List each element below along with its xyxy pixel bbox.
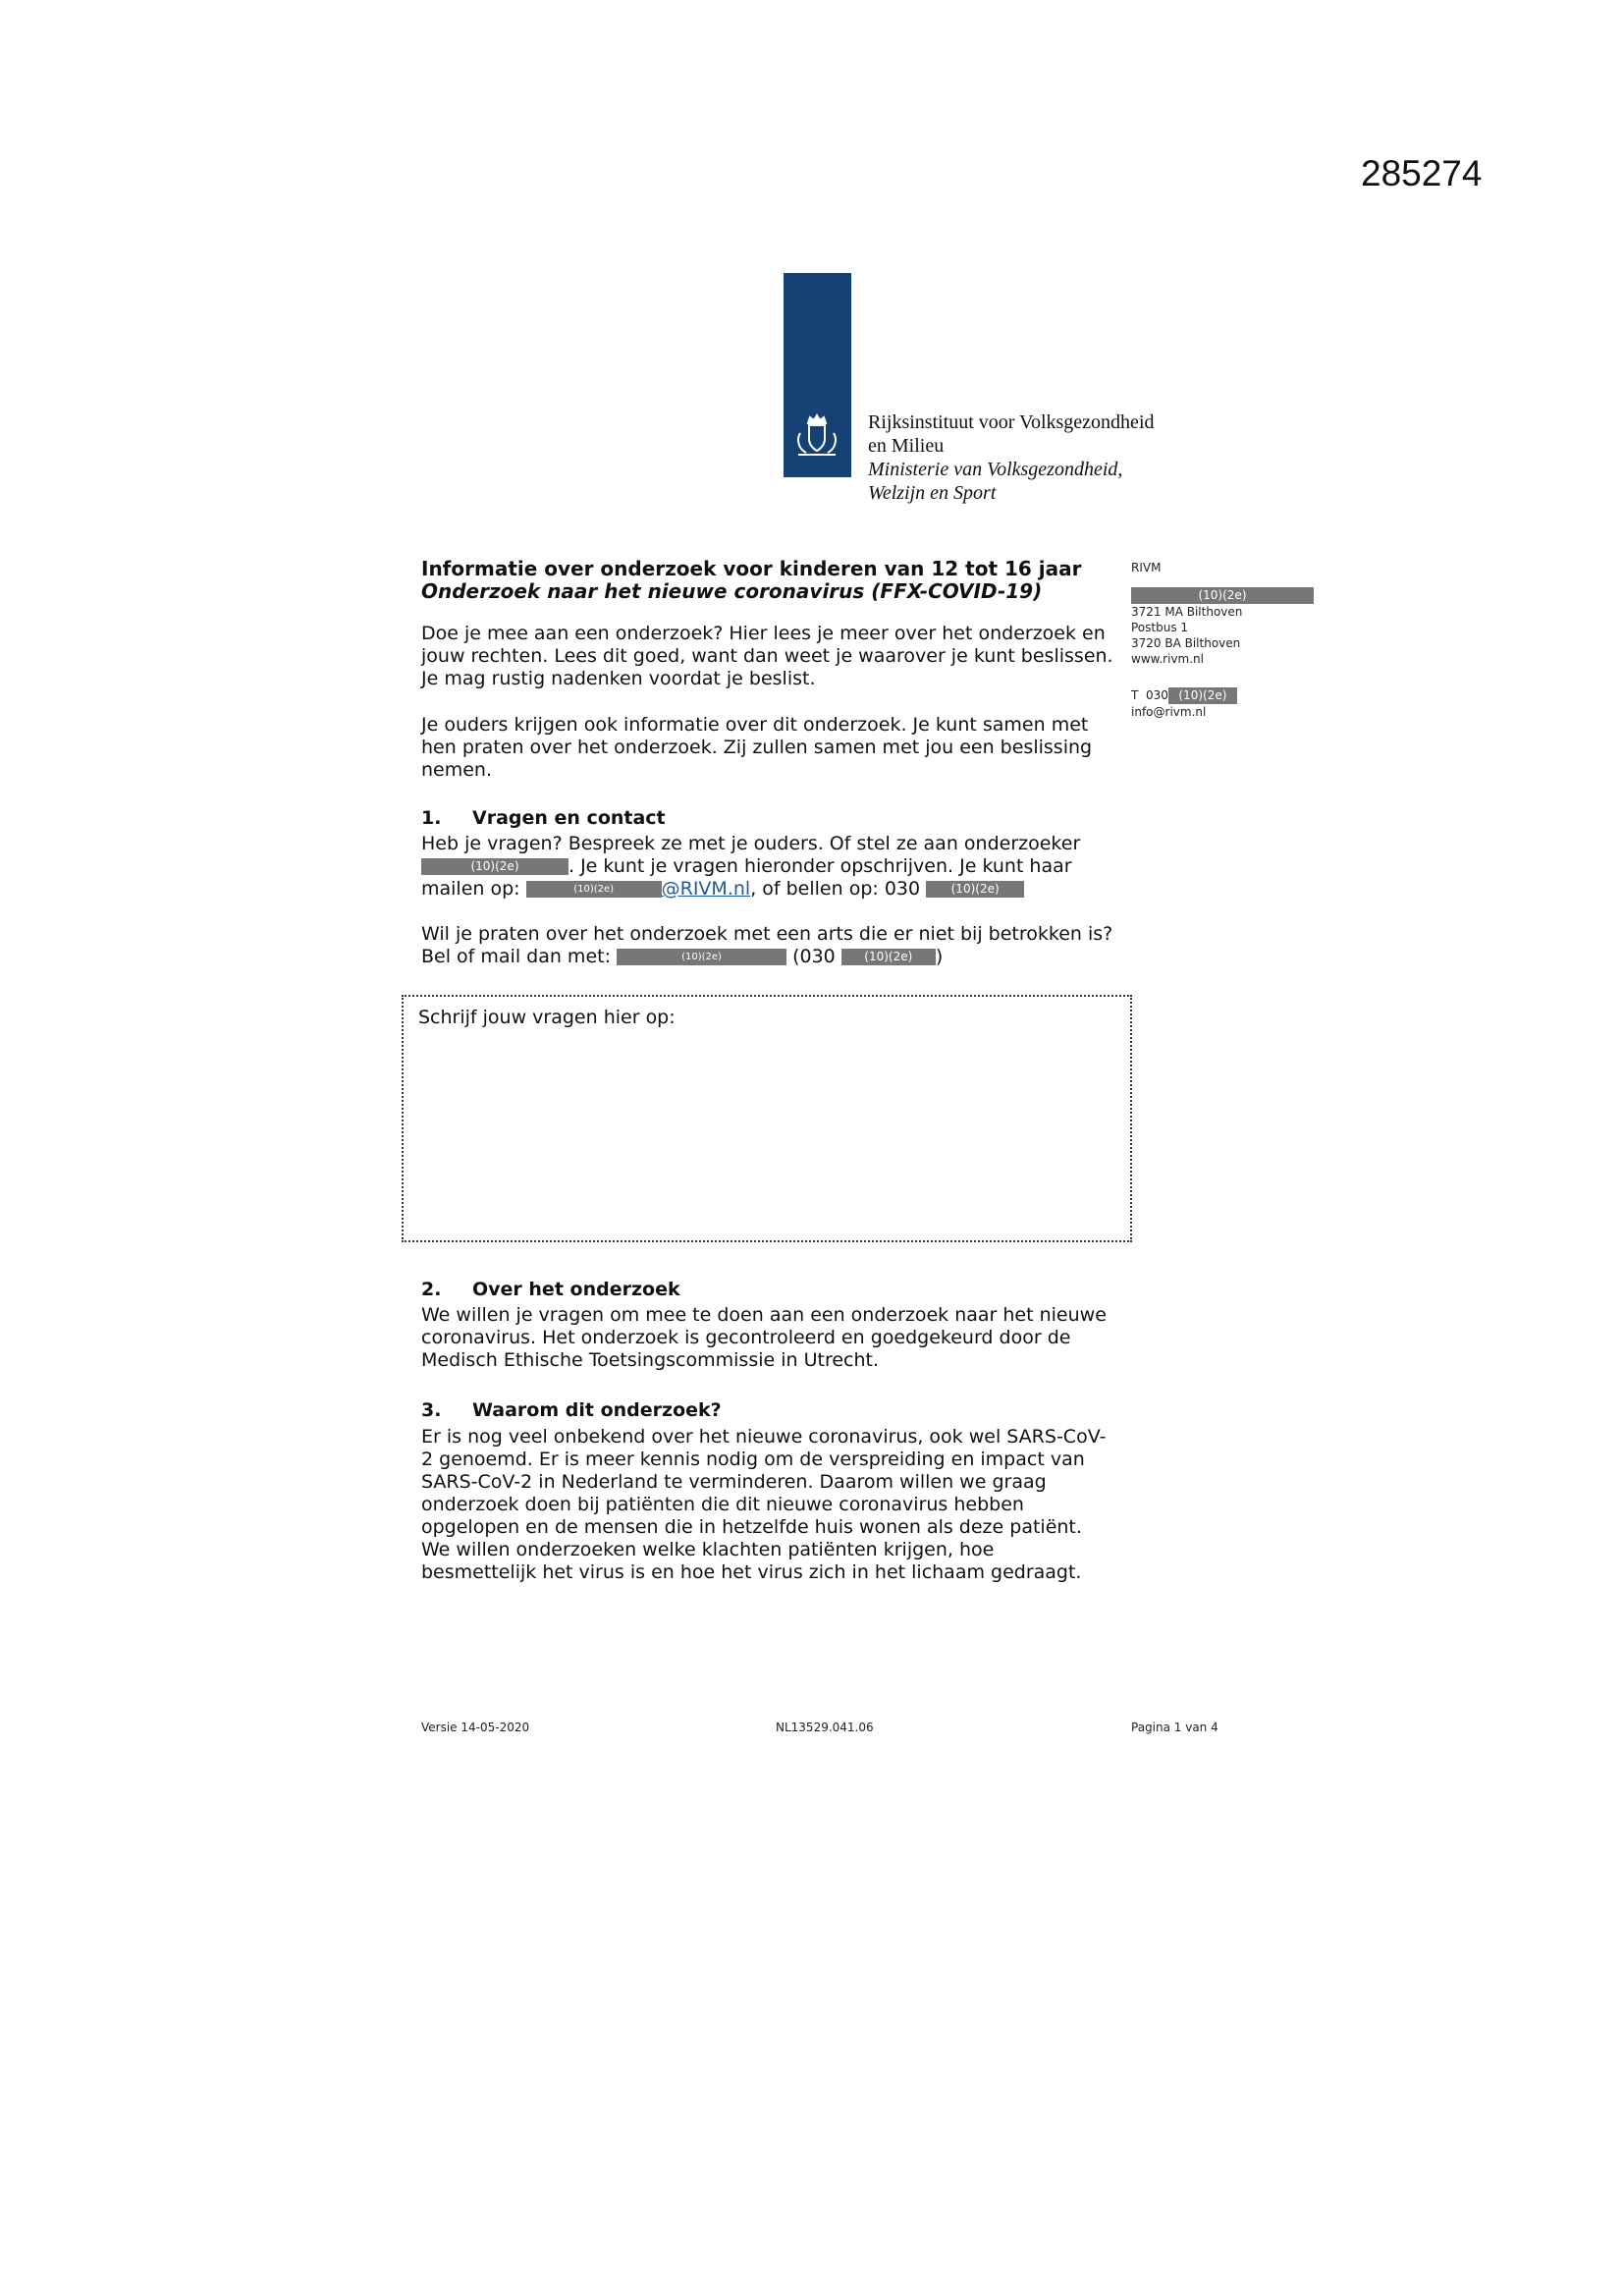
section-1-heading [421, 807, 1114, 830]
section-2-number: 2. [421, 1279, 442, 1300]
intro-paragraph-2: Je ouders krijgen ook informatie over dit onderzoek. Je kunt samen met hen praten over het onderzoek. Zij zullen samen met jou een beslissing nemen. [421, 714, 1093, 781]
sidebar-website[interactable]: www.rivm.nl [1131, 652, 1204, 666]
redaction-sidebar-phone: (10)(2e) [1168, 687, 1237, 704]
redaction-doctor: (10)(2e) [617, 949, 786, 965]
sidebar-address-2: Postbus 1 [1131, 621, 1189, 634]
document-title [421, 558, 1114, 603]
questions-box-label: Schrijf jouw vragen hier op: [418, 1007, 676, 1028]
redaction-sidebar: (10)(2e) [1131, 587, 1314, 604]
section-3-text: Er is nog veel onbekend over het nieuwe coronavirus, ook wel SARS-CoV-2 genoemd. Er is meer kennis nodig om de verspreiding en impact van SARS-CoV-2 in Nederland te verminderen. Daarom willen we graag onderzoek doen bij patiënten die dit nieuwe coronavirus hebben opgelopen en de mensen die in hetzelfde huis wonen als deze patiënt. We willen onderzoeken welke klachten patiënten krijgen, hoe besmettelijk het virus is en hoe het virus zich in het lichaam gedraagt. [421, 1426, 1107, 1583]
footer-page: Pagina 1 van 4 [1131, 1721, 1218, 1734]
sidebar-org: RIVM [1131, 561, 1162, 574]
redaction-researcher: (10)(2e) [421, 858, 568, 875]
org-line-3: Ministerie van Volksgezondheid, [868, 459, 1123, 480]
sidebar-email[interactable]: info@rivm.nl [1131, 705, 1207, 719]
sidebar-phone: T 030 (10)(2e) [1131, 687, 1237, 704]
questions-box[interactable] [402, 995, 1132, 1242]
section-2-text: We willen je vragen om mee te doen aan een onderzoek naar het nieuwe coronavirus. Het onderzoek is gecontroleerd en goedgekeurd door de Medisch Ethische Toetsingscommissie in Utrecht. [421, 1304, 1107, 1371]
sidebar-address-1: 3721 MA Bilthoven [1131, 605, 1243, 619]
section-3-number: 3. [421, 1399, 442, 1421]
section-1-contact-text [421, 833, 1114, 901]
organization-name [868, 410, 1155, 505]
contact-line-3: mailen op: (10)(2e) @RIVM.nl, of bellen op: 030 (10)(2e) [421, 878, 1114, 901]
section-1-number: 1. [421, 807, 442, 829]
title-line-2: Onderzoek naar het nieuwe coronavirus (FFX-COVID-19) [421, 579, 1043, 603]
document-number: 285274 [1361, 153, 1483, 193]
sidebar-contact [1131, 687, 1237, 720]
redaction-email: (10)(2e) [526, 881, 662, 898]
section-1-doctor-text [421, 923, 1114, 968]
footer-version: Versie 14-05-2020 [421, 1721, 530, 1734]
org-line-1: Rijksinstituut voor Volksgezondheid [868, 411, 1155, 433]
doctor-line-2: Bel of mail dan met: (10)(2e) (030 (10)(2e) ) [421, 946, 944, 967]
contact-line-2: (10)(2e) . Je kunt je vragen hieronder opschrijven. Je kunt haar [421, 855, 1114, 878]
redaction-phone: (10)(2e) [926, 881, 1024, 898]
title-line-1: Informatie over onderzoek voor kinderen van 12 tot 16 jaar [421, 557, 1082, 580]
email-link[interactable]: @RIVM.nl [661, 878, 751, 900]
section-1-title: Vragen en contact [472, 807, 666, 829]
crest-icon [788, 408, 845, 465]
section-3-title: Waarom dit onderzoek? [472, 1399, 722, 1421]
org-line-4: Welzijn en Sport [868, 482, 997, 504]
section-2-heading [421, 1279, 1114, 1301]
section-2-title: Over het onderzoek [472, 1279, 680, 1300]
sidebar-address-3: 3720 BA Bilthoven [1131, 636, 1241, 650]
org-line-2: en Milieu [868, 435, 945, 457]
redaction-doctor-phone: (10)(2e) [841, 949, 936, 965]
doctor-line-1: Wil je praten over het onderzoek met een arts die er niet bij betrokken is? [421, 923, 1113, 945]
section-3-heading [421, 1399, 1114, 1422]
contact-line-1: Heb je vragen? Bespreek ze met je ouders. Of stel ze aan onderzoeker [421, 833, 1081, 854]
footer-code: NL13529.041.06 [776, 1721, 874, 1734]
sidebar-address [1131, 587, 1314, 667]
intro-paragraph-1: Doe je mee aan een onderzoek? Hier lees je meer over het onderzoek en jouw rechten. Lees dit goed, want dan weet je waarover je kunt beslissen. Je mag rustig nadenken voordat je beslist. [421, 623, 1113, 689]
